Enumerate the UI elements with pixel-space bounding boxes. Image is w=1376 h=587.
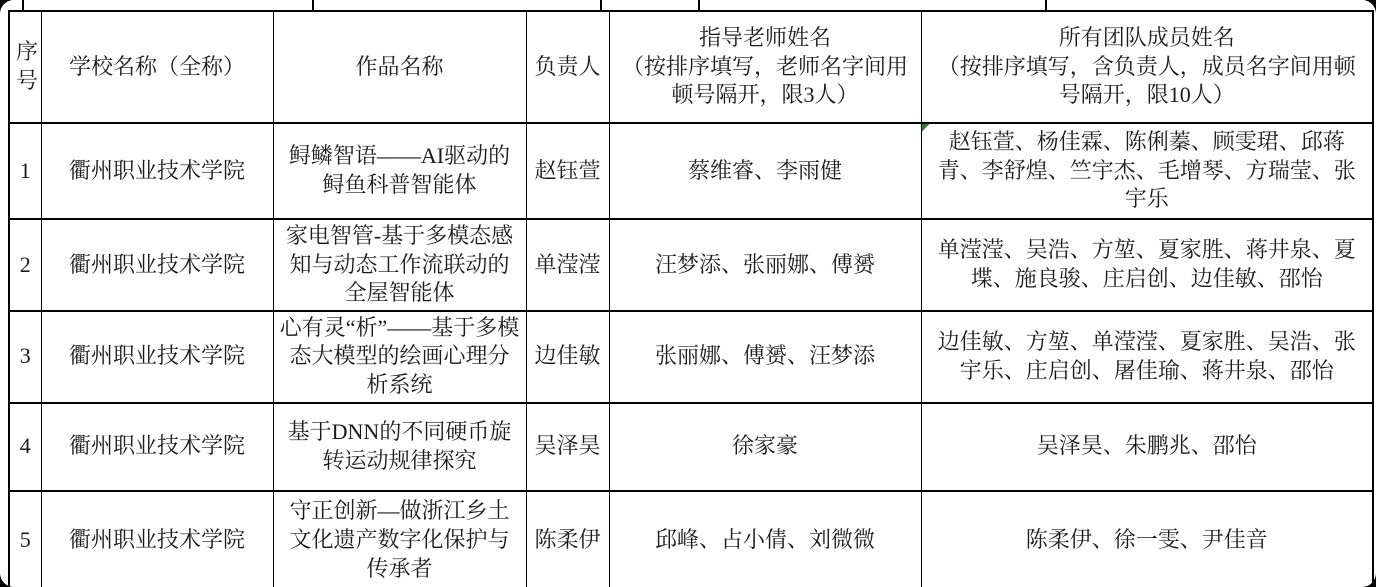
table-row: [9, 403, 1373, 491]
table-row: [9, 491, 1373, 587]
cell-work: 家电智管-基于多模态感知与动态工作流联动的全屋智能体: [273, 219, 526, 311]
partial-row-divider: [312, 0, 314, 10]
cell-school: 衢州职业技术学院: [41, 123, 273, 219]
cell-no: 5: [9, 491, 41, 587]
partial-row-divider: [22, 0, 24, 10]
partial-row-divider: [600, 0, 602, 10]
cell-school: 衢州职业技术学院: [41, 491, 273, 587]
cell-teachers: 张丽娜、傅赟、汪梦添: [609, 311, 921, 403]
cell-members-text: 赵钰萱、杨佳霖、陈俐蓁、顾雯珺、邱蒋青、李舒煌、竺宇杰、毛增琴、方瑞莹、张宇乐: [937, 129, 1356, 212]
table-row: [9, 123, 1373, 219]
cell-members: [921, 123, 1373, 219]
cell-school: 衢州职业技术学院: [41, 403, 273, 491]
cell-teachers: 邱峰、占小倩、刘微微: [609, 491, 921, 587]
header-members-title: 所有团队成员姓名: [1058, 25, 1235, 51]
cell-no: 3: [9, 311, 41, 403]
cell-school: 衢州职业技术学院: [41, 311, 273, 403]
cell-school: 衢州职业技术学院: [41, 219, 273, 311]
cell-work: 守正创新—做浙江乡土文化遗产数字化保护与传承者: [273, 491, 526, 587]
cell-no: 4: [9, 403, 41, 491]
header-school: 学校名称（全称）: [41, 11, 273, 123]
cell-work: 鲟鳞智语——AI驱动的鲟鱼科普智能体: [273, 123, 526, 219]
header-teachers-note: （按排序填写，老师名字间用顿号隔开，限3人）: [621, 53, 908, 108]
cell-members: 陈柔伊、徐一雯、尹佳音: [921, 491, 1373, 587]
cell-work: 基于DNN的不同硬币旋转运动规律探究: [273, 403, 526, 491]
table-row: [9, 311, 1373, 403]
table-row: [9, 219, 1373, 311]
cell-leader: 吴泽昊: [526, 403, 609, 491]
partial-row-above-table: [0, 0, 1376, 10]
cell-leader: 边佳敏: [526, 311, 609, 403]
cell-leader: 赵钰萱: [526, 123, 609, 219]
cell-teachers: 徐家豪: [609, 403, 921, 491]
header-members-note: （按排序填写，含负责人，成员名字间用顿号隔开，限10人）: [937, 53, 1356, 108]
cell-members: 单滢滢、吴浩、方堃、夏家胜、蒋井泉、夏堞、施良骏、庄启创、边佳敏、邵怡: [921, 219, 1373, 311]
cell-leader: 陈柔伊: [526, 491, 609, 587]
partial-row-divider: [698, 0, 700, 10]
cell-members: 吴泽昊、朱鹏兆、邵怡: [921, 403, 1373, 491]
cell-teachers: 蔡维睿、李雨健: [609, 123, 921, 219]
cell-comment-marker: [922, 124, 930, 132]
cell-leader: 单滢滢: [526, 219, 609, 311]
cell-work: 心有灵“析”——基于多模态大模型的绘画心理分析系统: [273, 311, 526, 403]
cell-teachers: 汪梦添、张丽娜、傅赟: [609, 219, 921, 311]
header-work: 作品名称: [273, 11, 526, 123]
cell-no: 1: [9, 123, 41, 219]
cell-no: 2: [9, 219, 41, 311]
team-roster-table: [8, 10, 1374, 587]
header-leader: 负责人: [526, 11, 609, 123]
cell-members: 边佳敏、方堃、单滢滢、夏家胜、吴浩、张宇乐、庄启创、屠佳瑜、蒋井泉、邵怡: [921, 311, 1373, 403]
header-no: 序号: [9, 11, 41, 123]
header-teachers: [609, 11, 921, 123]
header-row: [9, 11, 1373, 123]
header-members: [921, 11, 1373, 123]
partial-row-divider: [1045, 0, 1047, 10]
header-teachers-title: 指导老师姓名: [698, 25, 831, 51]
